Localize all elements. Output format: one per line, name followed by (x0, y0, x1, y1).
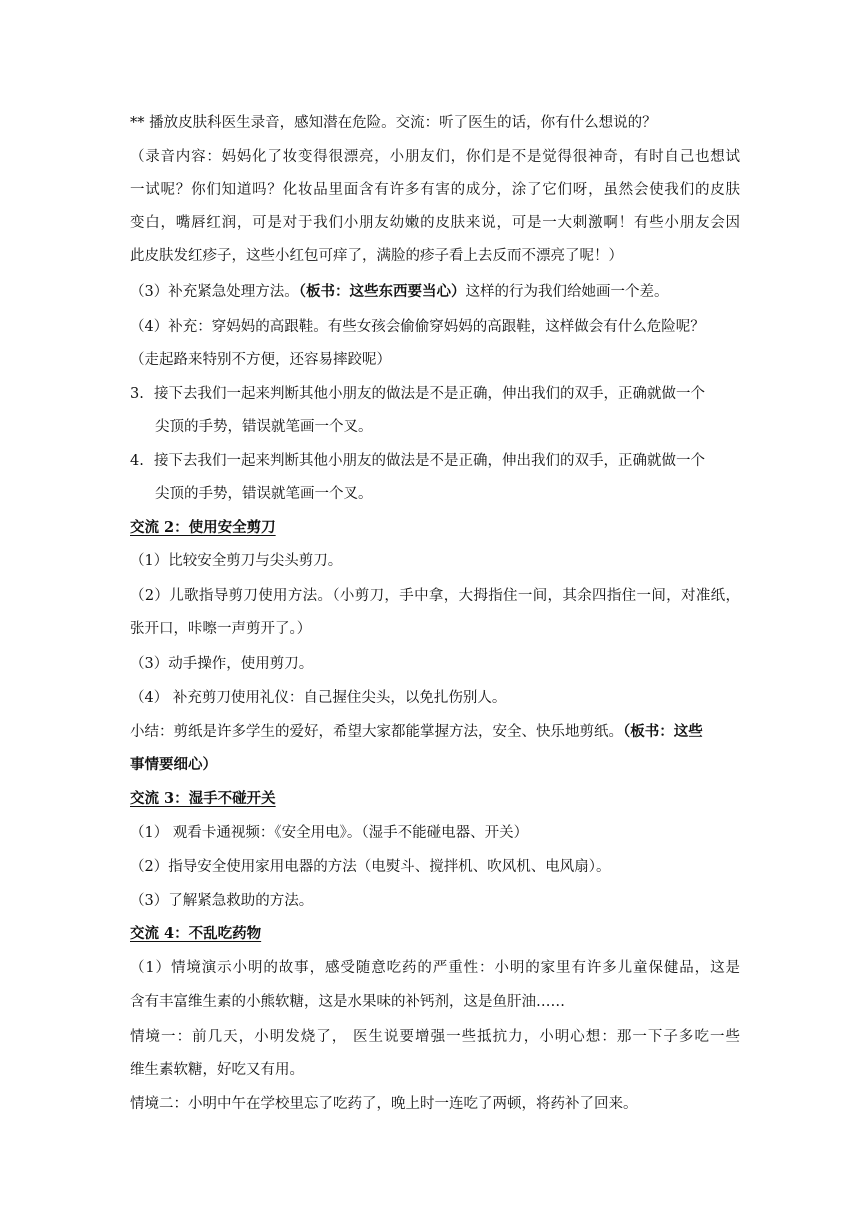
recording-content-line-4: 此皮肤发红疹子，这些小红包可痒了，满脸的疹子看上去反而不漂亮了呢！） (130, 248, 623, 264)
list-item-3-line-1: 3. 接下去我们一起来判断其他小朋友的做法是不是正确，伸出我们的双手，正确就做一个 (130, 386, 705, 402)
board-note-careful-things: （板书：这些东西要当心） (298, 283, 466, 300)
step-4-answer: （走起路来特别不方便，还容易摔跤呢） (130, 352, 391, 368)
section-heading-wet-hands: 交流 3：湿手不碰开关 (130, 790, 276, 807)
list-number-3: 3. (130, 386, 144, 402)
electric-step-3: （3）了解紧急救助的方法。 (130, 893, 314, 909)
scissors-step-2-line-2: 张开口，咔嚓一声剪开了。） (130, 621, 312, 637)
scenario-1-line-2: 维生素软糖，好吃又有用。 (130, 1062, 304, 1078)
step-3-text-end: 这样的行为我们给她画一个差。 (465, 284, 669, 300)
recording-content-line-1: （录音内容：妈妈化了妆变得很漂亮，小朋友们，你们是不是觉得很神奇，有时自己也想试 (130, 149, 740, 165)
list-item-4-line-2: 尖顶的手势，错误就笔画一个叉。 (155, 486, 373, 502)
summary-text: 小结：剪纸是许多学生的爱好，希望大家都能掌握方法，安全、快乐地剪纸。 (130, 724, 623, 740)
section-heading-safe-scissors: 交流 2：使用安全剪刀 (130, 519, 276, 536)
scissors-step-2-line-1: （2）儿歌指导剪刀使用方法。（小剪刀，手中拿，大拇指住一间，其余四指住一间，对准纸， (130, 588, 740, 604)
summary-line-1 (130, 722, 740, 742)
medicine-step-1-line-2: 含有丰富维生素的小熊软糖，这是水果味的补钙剂，这是鱼肝油…… (130, 994, 565, 1010)
scenario-2: 情境二：小明中午在学校里忘了吃药了，晚上时一连吃了两顿，将药补了回来。 (130, 1096, 638, 1112)
step-3-text: （3）补充紧急处理方法。 (130, 284, 299, 300)
list-item-3-line-2: 尖顶的手势，错误就笔画一个叉。 (155, 419, 373, 435)
step-3-emergency (130, 282, 740, 302)
recording-content-line-2: 一试呢？你们知道吗？化妆品里面含有许多有害的成分，涂了它们呀，虽然会使我们的皮肤 (130, 182, 740, 198)
scissors-step-1: （1）比较安全剪刀与尖头剪刀。 (130, 553, 343, 569)
scenario-1-line-1: 情境一：前几天，小明发烧了， 医生说要增强一些抵抗力，小明心想：那一下子多吃一些 (130, 1029, 740, 1045)
scissors-step-4: （4） 补充剪刀使用礼仪：自己握住尖头，以免扎伤别人。 (130, 690, 507, 706)
electric-step-2: （2）指导安全使用家用电器的方法（电熨斗、搅拌机、吹风机、电风扇）。 (130, 859, 611, 875)
list-number-4: 4. (130, 453, 144, 469)
electric-step-1: （1） 观看卡通视频：《安全用电》。（湿手不能碰电器、开关） (130, 825, 529, 841)
summary-line-2: 事情要细心） (130, 756, 217, 773)
section-heading-medicine: 交流 4：不乱吃药物 (130, 925, 262, 942)
medicine-step-1-line-1: （1）情境演示小明的故事，感受随意吃药的严重性：小明的家里有许多儿童保健品，这是 (130, 960, 740, 976)
step-4-high-heels: （4）补充：穿妈妈的高跟鞋。有些女孩会偷偷穿妈妈的高跟鞋，这样做会有什么危险呢？ (130, 319, 705, 335)
list-item-4-line-1: 4. 接下去我们一起来判断其他小朋友的做法是不是正确，伸出我们的双手，正确就做一个 (130, 453, 705, 469)
recording-content-line-3: 变白，嘴唇红润，可是对于我们小朋友幼嫩的皮肤来说，可是一大刺激啊！有些小朋友会因 (130, 215, 740, 231)
paragraph-recording-intro: ** 播放皮肤科医生录音，感知潜在危险。交流：听了医生的话，你有什么想说的？ (130, 115, 657, 131)
scissors-step-3: （3）动手操作，使用剪刀。 (130, 656, 314, 672)
board-note-start: （板书：这些 (623, 723, 703, 740)
